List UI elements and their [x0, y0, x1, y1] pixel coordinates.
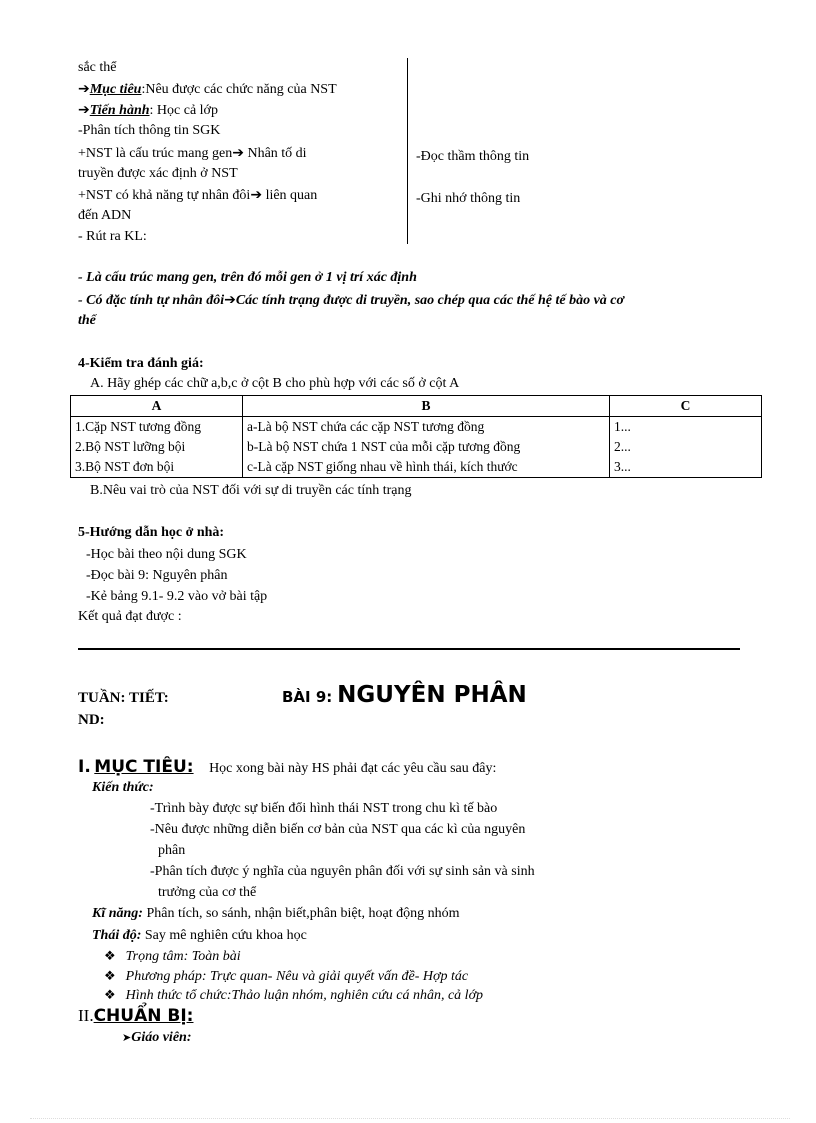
knowledge-item: trưởng của cơ thể [158, 885, 257, 900]
table-header: A [71, 396, 243, 417]
procedure-text: Học cả lớp [156, 103, 218, 118]
text-segment: - Có đặc tính tự nhân đôi [78, 293, 225, 308]
arrowhead-icon: ➤ [122, 1031, 132, 1044]
arrow-right-icon: ➔ [250, 187, 263, 203]
cell-line: 1... [614, 419, 631, 434]
section-5-heading: 5-Hướng dẫn học ở nhà: [78, 525, 225, 540]
diamond-bullet-icon: ❖ [104, 969, 116, 984]
bullet-item [104, 967, 468, 987]
objective-text: Nêu được các chức năng của NST [145, 82, 337, 97]
table-cell [610, 417, 762, 478]
text-segment: +NST có khả năng tự nhân đôi [78, 188, 251, 203]
text-line: -Phân tích thông tin SGK [78, 123, 221, 138]
diamond-bullet-icon: ❖ [104, 949, 116, 964]
conclusion-line [78, 290, 624, 311]
giao-vien-label: Giáo viên: [131, 1030, 192, 1045]
kien-thuc-label: Kiến thức: [92, 780, 154, 795]
text-segment: Các tính trạng được di truyền, sao chép qua các thế hệ tế bào và cơ [235, 293, 625, 308]
colon: : [141, 82, 146, 97]
text-line [78, 185, 317, 206]
tien-hanh-label: Tiến hành [89, 103, 150, 118]
muc-tieu-label: Mục tiêu [89, 82, 142, 97]
bullet-text: Trọng tâm: Toàn bài [125, 949, 241, 964]
bullet-text: Hình thức tổ chức:Thảo luận nhóm, nghiên cứu cá nhân, cả lớp [125, 988, 484, 1003]
colon: : [149, 103, 154, 118]
student-activity: -Đọc thầm thông tin [416, 149, 530, 164]
skills-line [92, 904, 459, 924]
arrow-right-icon: ➔ [224, 292, 236, 308]
cell-line: 3... [614, 459, 631, 474]
homework-item: -Học bài theo nội dung SGK [86, 547, 247, 562]
table-header: B [243, 396, 610, 417]
bullet-text: Phương pháp: Trực quan- Nêu và giải quyết vấn đề- Hợp tác [125, 969, 469, 984]
text-segment: +NST là cấu trúc mang gen [78, 146, 233, 161]
chuan-bi-heading: CHUẨN BỊ: [93, 1006, 194, 1026]
attitude-text: Say mê nghiên cứu khoa học [144, 928, 307, 943]
bullet-item [104, 947, 241, 967]
text-line: sắc thể [78, 60, 117, 75]
lesson-title [282, 678, 527, 715]
thai-do-label: Thái độ: [92, 928, 142, 943]
section-ii-heading [78, 1003, 193, 1031]
knowledge-item: -Phân tích được ý nghĩa của nguyên phân đối với sự sinh sản và sinh [150, 864, 535, 879]
cell-line: 2... [614, 439, 631, 454]
table-header: C [610, 396, 762, 417]
conclusion-line: thể [78, 313, 96, 328]
table-cell [243, 417, 610, 478]
text-line [78, 143, 307, 164]
nd-label: ND: [78, 712, 105, 728]
roman-numeral: I. [78, 757, 91, 777]
question-b: B.Nêu vai trò của NST đối với sự di truyền các tính trạng [90, 483, 412, 498]
section-i-intro: Học xong bài này HS phải đạt các yêu cầu sau đây: [209, 761, 497, 776]
knowledge-item: -Nêu được những diễn biến cơ bản của NST qua các kì của nguyên [150, 822, 526, 837]
text-segment: liên quan [265, 188, 318, 203]
text-line: truyền được xác định ở NST [78, 166, 238, 181]
table-row [71, 417, 762, 478]
table-header-row [71, 396, 762, 417]
matching-table [70, 395, 762, 478]
knowledge-item: phân [158, 843, 186, 858]
lesson-name: NGUYÊN PHÂN [337, 682, 527, 708]
muc-tieu-heading: MỤC TIÊU: [94, 757, 194, 777]
cell-line: 3.Bộ NST đơn bội [75, 459, 175, 474]
student-activity: -Ghi nhớ thông tin [416, 191, 521, 206]
column-divider [407, 58, 408, 244]
procedure-line [78, 100, 218, 121]
homework-item: -Kẻ bảng 9.1- 9.2 vào vở bài tập [86, 589, 268, 604]
attitude-line [92, 926, 307, 946]
section-4-heading: 4-Kiểm tra đánh giá: [78, 356, 204, 371]
section-4-instruction: A. Hãy ghép các chữ a,b,c ở cột B cho phù hợp với các số ở cột A [90, 376, 460, 391]
cell-line: 1.Cặp NST tương đồng [75, 419, 201, 434]
roman-numeral: II. [78, 1006, 94, 1025]
lesson-number: BÀI 9: [282, 688, 333, 706]
cell-line: 2.Bộ NST lưỡng bội [75, 439, 186, 454]
ki-nang-label: Kĩ năng: [92, 906, 143, 921]
homework-item: -Đọc bài 9: Nguyên phân [86, 568, 228, 583]
cell-line: a-Là bộ NST chứa các cặp NST tương đồng [247, 419, 485, 434]
tuan-tiet: TUẦN: TIẾT: [78, 690, 169, 706]
objective-line [78, 79, 337, 100]
arrow-right-icon: ➔ [232, 145, 244, 161]
diamond-bullet-icon: ❖ [104, 988, 116, 1003]
result-label: Kết quả đạt được : [78, 609, 182, 624]
page-bottom-border [30, 1118, 790, 1119]
text-line: đến ADN [78, 208, 132, 223]
giao-vien-line [122, 1028, 191, 1048]
skills-text: Phân tích, so sánh, nhận biết,phân biệt, hoạt động nhóm [146, 906, 460, 921]
arrow-right-icon: ➔ [78, 102, 90, 118]
arrow-right-icon: ➔ [78, 81, 90, 97]
cell-line: c-Là cặp NST giống nhau về hình thái, kích thước [247, 459, 518, 474]
conclusion-line: - Là cấu trúc mang gen, trên đó mỗi gen ở 1 vị trí xác định [78, 270, 417, 285]
knowledge-item: -Trình bày được sự biến đổi hình thái NST trong chu kì tế bào [150, 801, 498, 816]
table-cell [71, 417, 243, 478]
divider [78, 648, 740, 650]
text-line: - Rút ra KL: [78, 229, 147, 244]
text-segment: Nhân tố di [247, 146, 307, 161]
cell-line: b-Là bộ NST chứa 1 NST của mỗi cặp tương đồng [247, 439, 521, 454]
